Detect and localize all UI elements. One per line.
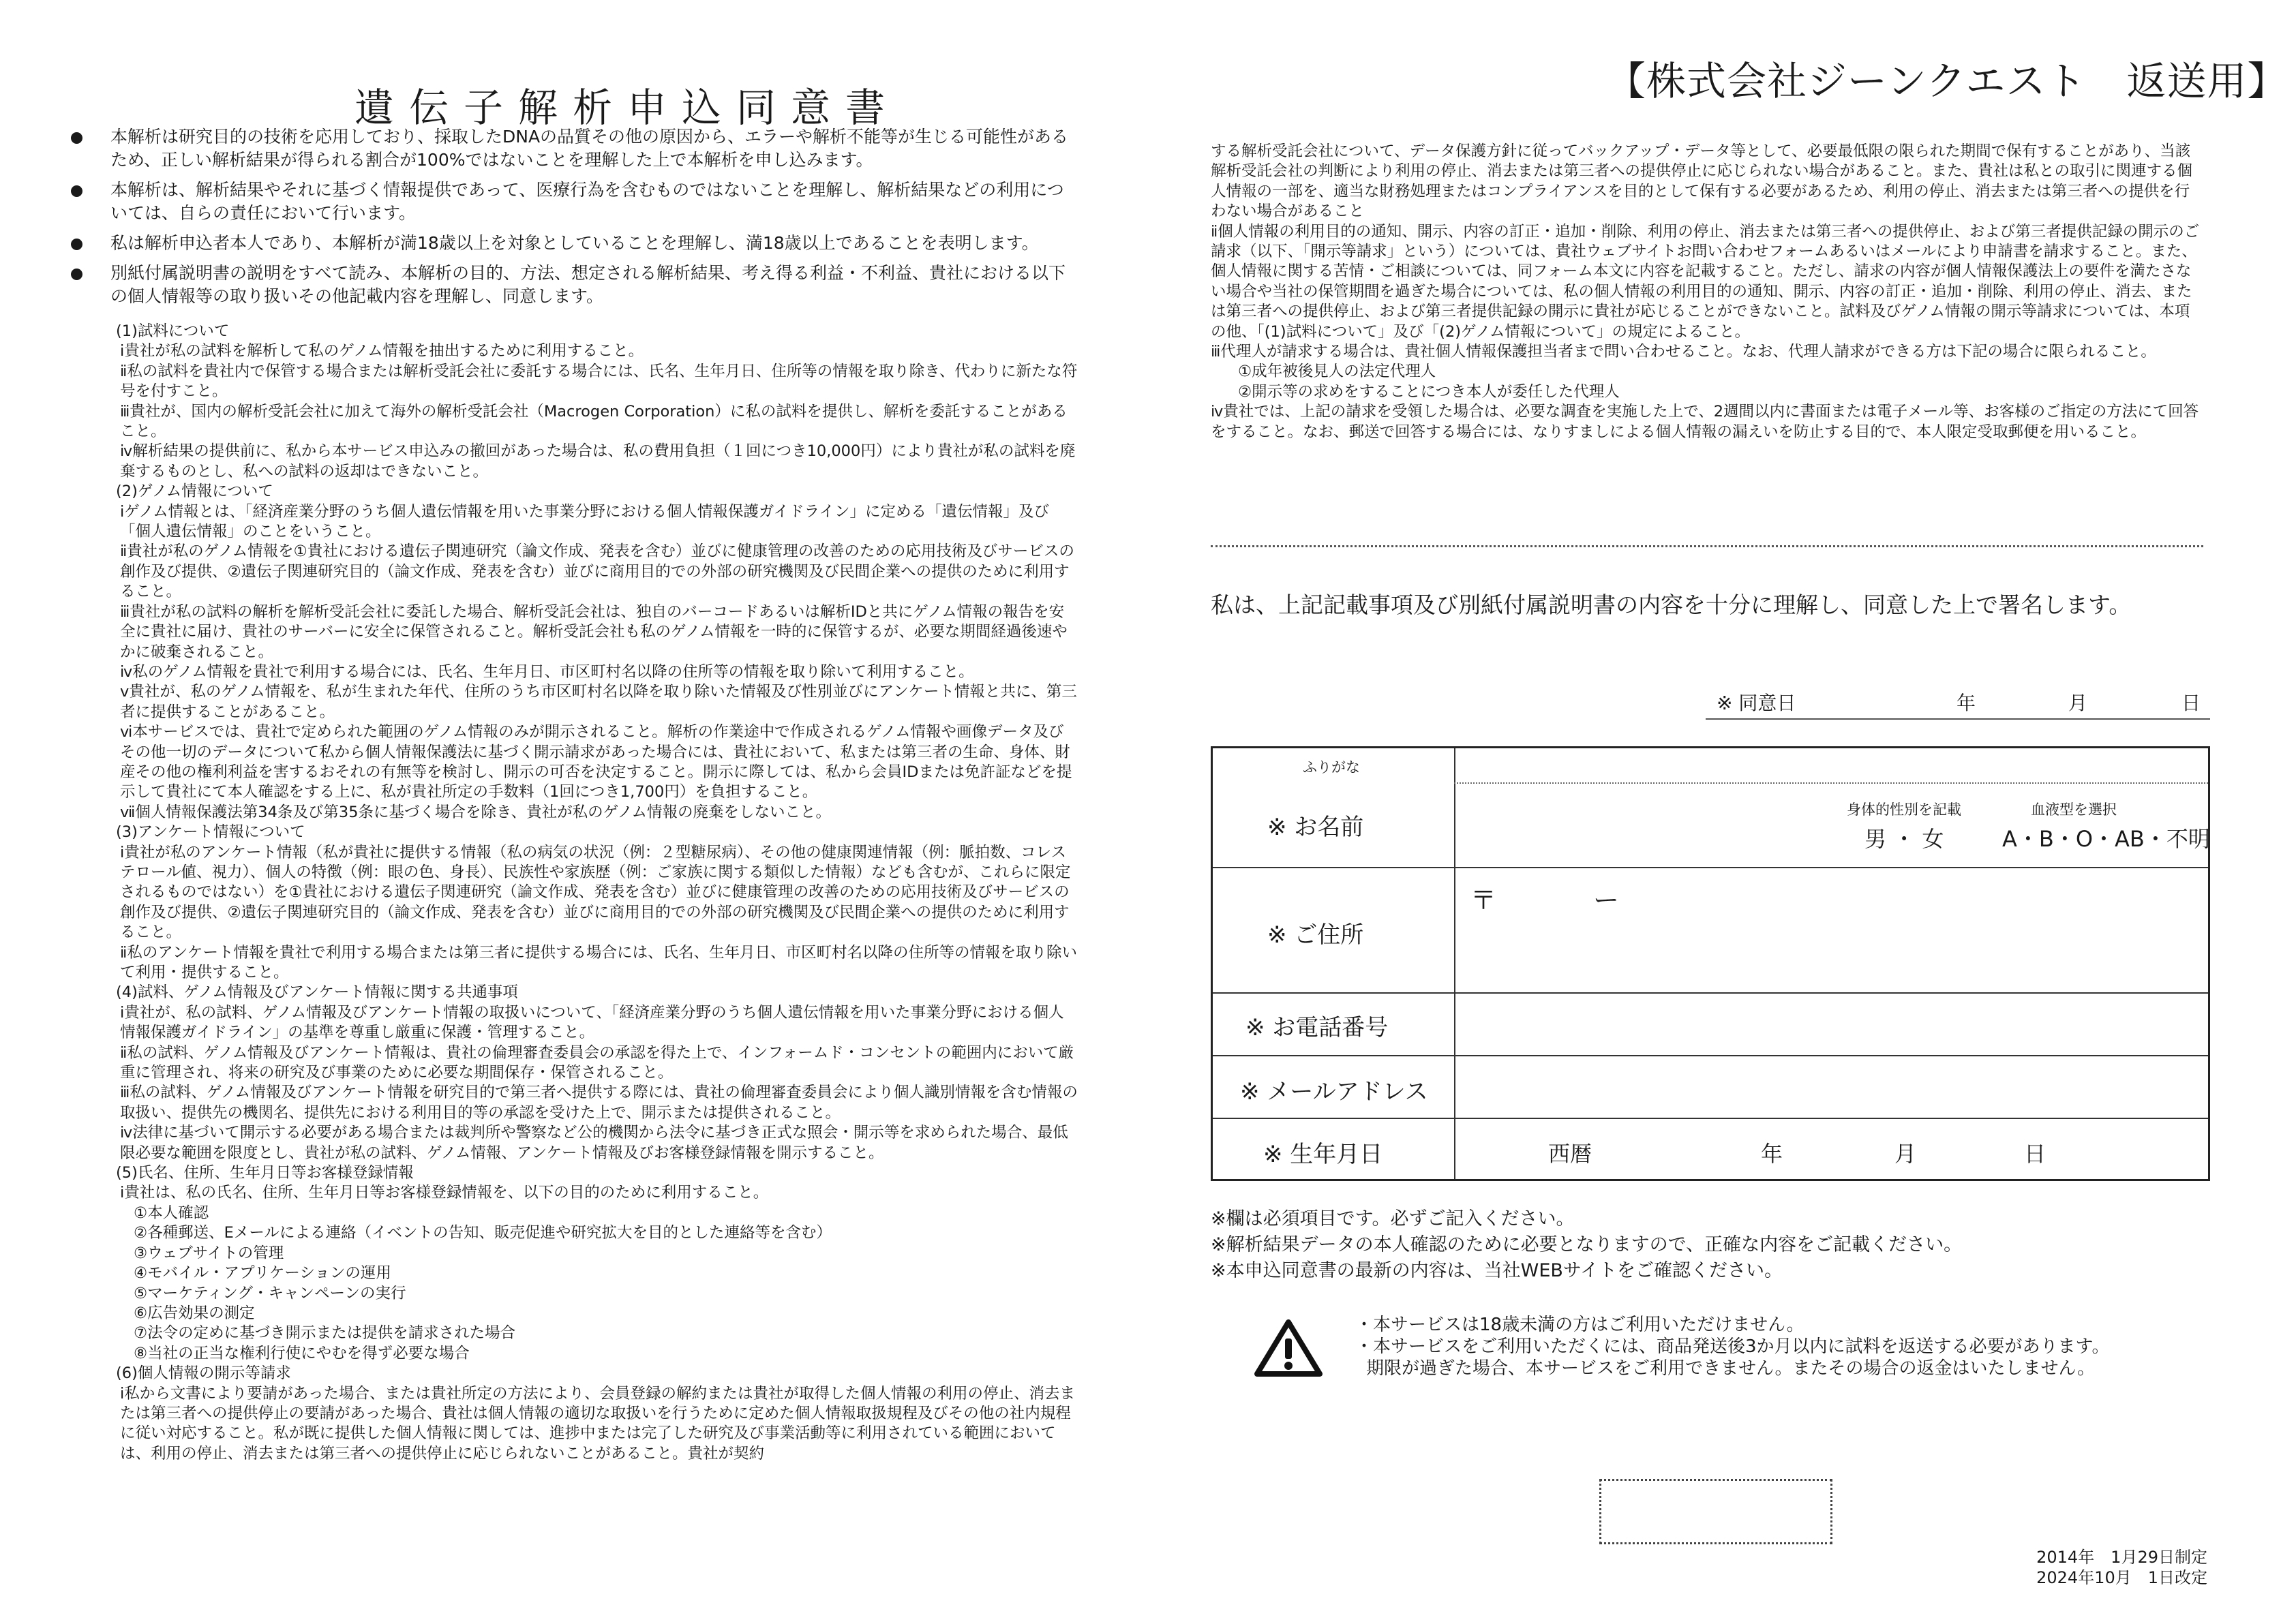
birthdate-label: ※ 生年月日 (1263, 1141, 1383, 1168)
clause-subitem: ③ウェブサイトの管理 (134, 1244, 284, 1262)
clause-item: ⅲ代理人が請求する場合は、貴社個人情報保護担当者まで問い合わせること。なお、代理人請求ができる方は下記の場合に限られること。 (1211, 343, 2156, 361)
email-label: ※ メールアドレス (1240, 1078, 1428, 1105)
revision-history (2036, 1547, 2207, 1588)
clause-subitem: ⑦法令の定めに基づき開示または提供を請求された場合 (134, 1324, 516, 1343)
consent-date-month: 月 (2068, 692, 2088, 714)
clause-item: ⅰ貴社が私の試料を解析して私のゲノム情報を抽出するために利用すること。 (120, 342, 644, 361)
agreement-statement: 私は、上記記載事項及び別紙付属説明書の内容を十分に理解し、同意した上で署名します。 (1211, 592, 2132, 618)
consent-bullet: 私は解析申込者本人であり、本解析が満18歳以上を対象としていることを理解し、満18歳以上であることを表明します。 (91, 232, 1078, 255)
gender-options[interactable]: 男 ・ 女 (1864, 826, 1944, 852)
clause-item: ⅱ私の試料、ゲノム情報及びアンケート情報は、貴社の倫理審査委員会の承認を得た上で、インフォームド・コンセントの範囲内において厳重に管理され、将来の研究及び事業のために必要な期間保存・保管されること。 (120, 1043, 1074, 1082)
consent-bullet: 別紙付属説明書の説明をすべて読み、本解析の目的、方法、想定される解析結果、考え得る利益・不利益、貴社における以下の個人情報等の取り扱いその他記載内容を理解し、同意します。 (91, 262, 1078, 308)
clause-subitem: ⑤マーケティング・キャンペーンの実行 (134, 1284, 406, 1302)
clause-item: ⅰ貴社は、私の氏名、住所、生年月日等お客様登録情報を、以下の目的のために利用すること。 (120, 1184, 769, 1202)
clause-item: ⅳ貴社では、上記の請求を受領した場合は、必要な調査を実施した上で、2週間以内に書面または電子メール等、お客様のご指定の方法にて回答をすること。なお、郵送で回答する場合には、なりすましによる個人情報の漏えいを防止する目的で、本人限定受取郵便を用いること。 (1211, 403, 2199, 441)
return-header: 【株式会社ジーンクエスト 返送用】 (1606, 58, 2288, 104)
consent-date-row[interactable] (1706, 688, 2210, 720)
clause-heading: (4)試料、ゲノム情報及びアンケート情報に関する共通事項 (116, 983, 518, 1002)
consent-date-year: 年 (1957, 692, 1976, 714)
clause-item: ⅳ解析結果の提供前に、私から本サービス申込みの撤回があった場合は、私の費用負担（１回につき10,000円）により貴社が私の試料を廃棄するものとし、私への試料の返却はできないこと。 (120, 442, 1076, 480)
consent-date-day: 日 (2181, 692, 2201, 714)
birthdate-month: 月 (1894, 1141, 1917, 1167)
birthdate-era: 西暦 (1548, 1141, 1592, 1167)
phone-label: ※ お電話番号 (1245, 1014, 1389, 1041)
clause-item: ⅰ貴社が私のアンケート情報（私が貴社に提供する情報（私の病気の状況（例：２型糖尿病）、その他の健康関連情報（例：脈拍数、コレステロール値、視力）、個人の特徴（例：眼の色、身長）、民族性や家族歴（例：ご家族に関する類似した情報）なども含むが、これらに限定されるものではない）を①貴社における遺伝子関連研究（論文作成、発表を含む）並びに健康管理の改善のための応用技術及びサービスの創作及び提供、②遺伝子関連研究目的（論文作成、発表を含む）並びに商用目的での外部の研究機関及び民間企業への提供のために利用すること。 (120, 843, 1071, 942)
blood-type-options[interactable]: A・B・O・AB・不明 (2002, 826, 2210, 852)
clause-subitem: ②開示等の求めをすることにつき本人が委任した代理人 (1238, 382, 1620, 401)
clause-item: ⅴ貴社が、私のゲノム情報を、私が生まれた年代、住所のうち市区町村名以降を取り除いた情報及び性別並びにアンケート情報と共に、第三者に提供することがあること。 (120, 683, 1077, 721)
clause-list (116, 322, 1078, 1464)
applicant-form (1211, 746, 2210, 1181)
clause-item: ⅱ個人情報の利用目的の通知、開示、内容の訂正・追加・削除、利用の停止、消去または第三者への提供停止、および第三者提供記録の開示のご請求（以下、「開示等請求」という）については、貴社ウェブサイトお問い合わせフォームあるいはメールにより申請書を請求すること。また、個人情報に関する苦情・ご相談については、同フォーム本文に内容を記載すること。ただし、請求の内容が個人情報保護法上の要件を満たさない場合や当社の保管期間を過ぎた場合については、私の個人情報の利用目的の通知、開示、内容の訂正・追加・削除、利用の停止、消去、または第三者への提供停止、および第三者提供記録の開示に貴社が応じることができないこと。試料及びゲノム情報の開示等請求については、本項の他、「(1)試料について」及び「(2)ゲノム情報について」の規定によること。 (1211, 222, 2200, 341)
clause-subitem: ⑥広告効果の測定 (134, 1304, 255, 1322)
clause-subitem: ①成年被後見人の法定代理人 (1238, 363, 1436, 381)
clause-heading: (5)氏名、住所、生年月日等お客様登録情報 (116, 1164, 414, 1182)
consent-bullet-list (91, 125, 1078, 315)
blood-type-hint: 血液型を選択 (2031, 801, 2117, 818)
warning-item: ・本サービスは18歳未満の方はご利用いただけません。 (1355, 1315, 1804, 1335)
clause-subitem: ①本人確認 (134, 1204, 209, 1222)
page-title: 遺伝子解析申込同意書 (354, 84, 901, 131)
clause-item: ⅵ本サービスでは、貴社で定められた範囲のゲノム情報のみが開示されること。解析の作業途中で作成されるゲノム情報や画像データ及びその他一切のデータについて私から個人情報保護法に基づく開示請求があった場合には、貴社において、私または第三者の生命、身体、財産その他の権利利益を害するおそれの有無等を検討し、開示の可否を決定すること。開示に際しては、私から会員IDまたは免許証などを提示して貴社にて本人確認をする上に、私が貴社所定の手数料（1回につき1,700円）を負担すること。 (120, 723, 1072, 801)
clause-heading: (3)アンケート情報について (116, 823, 305, 842)
postal-dash: ー (1593, 885, 1620, 915)
clause-item: ⅱ私の試料を貴社内で保管する場合または解析受託会社に委託する場合には、氏名、生年月日、住所等の情報を取り除き、代わりに新たな符号を付すこと。 (120, 362, 1078, 401)
dotted-divider (1211, 545, 2203, 547)
clause-subitem: ④モバイル・アプリケーションの運用 (134, 1264, 391, 1283)
postal-mark: 〒 (1470, 885, 1497, 915)
clause-item: ⅱ貴社が私のゲノム情報を①貴社における遺伝子関連研究（論文作成、発表を含む）並びに健康管理の改善のための応用技術及びサービスの創作及び提供、②遺伝子関連研究目的（論文作成、発表を含む）並びに商用目的での外部の研究機関及び民間企業への提供のために利用すること。 (120, 542, 1074, 601)
address-field[interactable] (1455, 868, 2208, 991)
consent-bullet: 本解析は研究目的の技術を応用しており、採取したDNAの品質その他の原因から、エラーや解析不能等が生じる可能性があるため、正しい解析結果が得られる割合が100%ではないことを理解した上で本解析を申し込みます。 (91, 125, 1078, 172)
warnings (1355, 1314, 2109, 1379)
consent-bullet: 本解析は、解析結果やそれに基づく情報提供であって、医療行為を含むものではないことを理解し、解析結果などの利用については、自らの責任において行います。 (91, 179, 1078, 225)
notes (1211, 1206, 1962, 1284)
furigana-label: ふりがな (1303, 759, 1360, 776)
consent-date-label: ※ 同意日 (1717, 692, 1796, 714)
clause-item: ⅲ貴社が、国内の解析受託会社に加えて海外の解析受託会社（Macrogen Corporation）に私の試料を提供し、解析を委託することがあること。 (120, 402, 1068, 441)
birthdate-year: 年 (1761, 1141, 1783, 1167)
warning-item: ・本サービスをご利用いただくには、商品発送後3か月以内に試料を返送する必要があります。 (1355, 1336, 2110, 1357)
phone-field[interactable] (1455, 994, 2208, 1054)
clause-item: ⅰ私から文書により要請があった場合、または貴社所定の方法により、会員登録の解約または貴社が取得した個人情報の利用の停止、消去または第三者への提供停止の要請があった場合、貴社は個人情報の適切な取扱いを行うために定めた個人情報取扱規程及びその他の社内規程に従い対応すること。私が既に提供した個人情報に関しては、進捗中または完了した研究及び事業活動等に利用されている範囲においては、利用の停止、消去または第三者への提供停止に応じられないことがあること。貴社が契約 (120, 1384, 1076, 1463)
clause-subitem: ⑧当社の正当な権利行使にやむを得ず必要な場合 (134, 1344, 470, 1362)
revision-date: 2024年10月 1日改定 (2036, 1568, 2207, 1587)
note-item: ※本申込同意書の最新の内容は、当社WEBサイトをご確認ください。 (1211, 1260, 1783, 1281)
furigana-field[interactable] (1455, 748, 2208, 782)
clause-item: ⅰゲノム情報とは、「経済産業分野のうち個人遺伝情報を用いた事業分野における個人情報保護ガイドライン」に定める「遺伝情報」及び「個人遺伝情報」のことをいうこと。 (120, 502, 1050, 541)
clause-item: ⅶ個人情報保護法第34条及び第35条に基づく場合を除き、貴社が私のゲノム情報の廃棄をしないこと。 (120, 803, 832, 821)
clause-item: する解析受託会社について、データ保護方針に従ってバックアップ・データ等として、必要最低限の限られた期間で保有することがあり、当該解析受託会社の判断により利用の停止、消去または第三者への提供停止に応じられない場合があること。また、貴社は私との取引に関連する個人情報の一部を、適当な財務処理またはコンプライアンスを目的として保有する必要があるため、利用の停止、消去または第三者への提供を行わない場合があること (1211, 142, 2193, 221)
clause-heading: (2)ゲノム情報について (116, 483, 273, 501)
clause-heading: (1)試料について (116, 322, 230, 340)
clause-item: ⅲ貴社が私の試料の解析を解析受託会社に委託した場合、解析受託会社は、独自のバーコードあるいは解析IDと共にゲノム情報の報告を安全に貴社に届け、貴社のサーバーに安全に保管されること。解析受託会社も私のゲノム情報を一時的に保管するが、必要な期間経過後速やかに破棄されること。 (120, 602, 1068, 661)
warning-item: 期限が過ぎた場合、本サービスをご利用できません。またその場合の返金はいたしません。 (1366, 1358, 2096, 1379)
address-label: ※ ご住所 (1267, 921, 1364, 949)
note-item: ※欄は必須項目です。必ずご記入ください。 (1211, 1208, 1575, 1229)
clause-item: ⅳ法律に基づいて開示する必要がある場合または裁判所や警察など公的機関から法令に基づき正式な照会・開示等を求められた場合、最低限必要な範囲を限度とし、貴社が私の試料、ゲノム情報、アンケート情報及びお客様登録情報を開示すること。 (120, 1124, 1068, 1162)
warning-icon (1253, 1318, 1324, 1378)
email-field[interactable] (1455, 1056, 2208, 1116)
gender-hint: 身体的性別を記載 (1847, 801, 1961, 818)
note-item: ※解析結果データの本人確認のために必要となりますので、正確な内容をご記載ください。 (1211, 1234, 1963, 1255)
clause-subitem: ②各種郵送、Eメールによる連絡（イベントの告知、販売促進や研究拡大を目的とした連絡等を含む） (134, 1224, 832, 1242)
stamp-box (1599, 1479, 1832, 1544)
clause-heading: (6)個人情報の開示等請求 (116, 1364, 291, 1383)
clause-item: ⅳ私のゲノム情報を貴社で利用する場合には、氏名、生年月日、市区町村名以降の住所等の情報を取り除いて利用すること。 (120, 662, 974, 681)
revision-date: 2014年 1月29日制定 (2036, 1548, 2207, 1567)
name-label: ※ お名前 (1267, 814, 1364, 841)
birthdate-day: 日 (2024, 1141, 2046, 1167)
continued-clauses (1211, 142, 2203, 442)
clause-item: ⅲ私の試料、ゲノム情報及びアンケート情報を研究目的で第三者へ提供する際には、貴社の倫理審査委員会により個人識別情報を含む情報の取扱い、提供先の機関名、提供先における利用目的等の承認を受けた上で、開示または提供されること。 (120, 1084, 1078, 1122)
clause-item: ⅱ私のアンケート情報を貴社で利用する場合または第三者に提供する場合には、氏名、生年月日、市区町村名以降の住所等の情報を取り除いて利用・提供すること。 (120, 943, 1077, 981)
clause-item: ⅰ貴社が、私の試料、ゲノム情報及びアンケート情報の取扱いについて、「経済産業分野のうち個人遺伝情報を用いた事業分野における個人情報保護ガイドライン」の基準を尊重し厳重に保護・管理すること。 (120, 1003, 1064, 1042)
